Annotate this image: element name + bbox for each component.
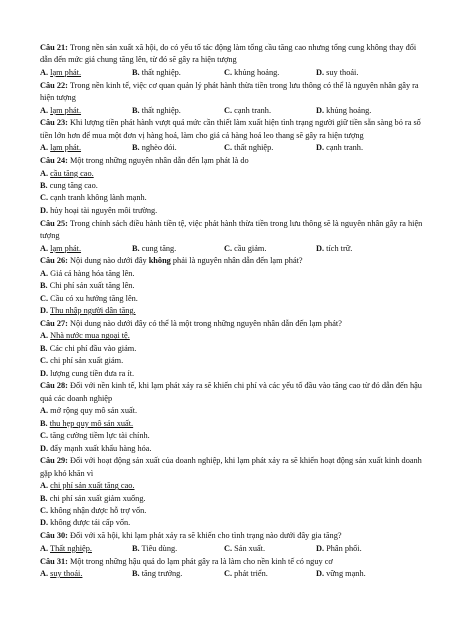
option-text: đẩy mạnh xuất khẩu hàng hóa. — [50, 443, 152, 453]
option-letter: B. — [132, 569, 140, 579]
option-letter: C. — [224, 569, 233, 579]
question-text: Đối với xã hội, khi lạm phát xảy ra sẽ khiến cho tình trạng nào dưới đây gia tăng? — [69, 531, 342, 541]
option-letter: C. — [40, 431, 49, 441]
option-letter: C. — [40, 506, 49, 516]
options-row — [40, 67, 430, 79]
option-letter: B. — [132, 105, 140, 115]
option-letter: B. — [40, 281, 48, 291]
option-text: tích trữ. — [326, 243, 353, 253]
options-row — [40, 268, 430, 318]
question-stem — [40, 380, 430, 405]
options-row — [40, 330, 430, 380]
question-stem — [40, 155, 430, 167]
question-text: Đối với nền kinh tế, khi lạm phát xảy ra sẽ khiến chi phí và các yếu tố đầu vào tăng cao từ đó dẫn đến hậu quả các doanh nghiệp — [40, 381, 422, 403]
option-text: tăng cường tiềm lực tài chính. — [50, 431, 150, 441]
question-stem — [40, 530, 430, 542]
option-text: mở rộng quy mô sản xuất. — [50, 406, 138, 416]
option-letter: A. — [40, 268, 49, 278]
correct-answer-text: cầu tăng cao. — [50, 168, 94, 178]
answer-option — [40, 568, 132, 580]
answer-option — [132, 543, 224, 555]
option-letter: C. — [224, 105, 233, 115]
answer-option — [40, 493, 238, 505]
question-text: Một trong những nguyên nhân dẫn đến lạm phát là do — [69, 156, 249, 166]
answer-option — [40, 368, 238, 380]
option-letter: D. — [40, 205, 49, 215]
options-row — [40, 168, 430, 218]
question-block — [40, 80, 430, 117]
option-text: không nhận được hỗ trợ vốn. — [50, 506, 147, 516]
option-text: Chi phí sản xuất tăng lên. — [49, 281, 135, 291]
question-stem — [40, 42, 430, 67]
correct-answer-text: lạm phát. — [50, 243, 82, 253]
option-letter: C. — [224, 543, 233, 553]
answer-option — [40, 517, 238, 529]
answer-option — [224, 543, 316, 555]
question-number: Câu 25: — [40, 218, 68, 228]
option-letter: C. — [224, 67, 233, 77]
option-letter: A. — [40, 481, 49, 491]
option-letter: D. — [40, 368, 49, 378]
option-text: Tiêu dùng. — [141, 543, 178, 553]
option-letter: A. — [40, 569, 49, 579]
option-text: Các chi phí đầu vào giảm. — [49, 343, 137, 353]
question-block — [40, 155, 430, 217]
option-text: cung tăng. — [141, 243, 177, 253]
answer-option — [40, 142, 132, 154]
option-letter: B. — [40, 493, 48, 503]
option-text: hủy hoại tài nguyên môi trường. — [50, 205, 158, 215]
option-letter: A. — [40, 67, 49, 77]
option-letter: A. — [40, 105, 49, 115]
answer-option — [40, 280, 238, 292]
option-text: phát triển. — [234, 569, 268, 579]
option-letter: A. — [40, 243, 49, 253]
answer-option — [316, 142, 408, 154]
options-row — [40, 243, 430, 255]
correct-answer-text: lạm phát. — [50, 67, 82, 77]
question-stem — [40, 218, 430, 243]
answer-option — [40, 543, 132, 555]
option-text: cung tăng cao. — [49, 180, 98, 190]
option-letter: B. — [132, 143, 140, 153]
question-block — [40, 42, 430, 79]
question-block — [40, 255, 430, 317]
question-text: Trong nền sản xuất xã hội, do có yếu tố tác động làm tổng cầu tăng cao nhưng tổng cung không thay đổi dẫn đến mức giá chung tăng lên, từ đó sẽ gây ra hiện tượng — [40, 43, 417, 65]
answer-option — [40, 168, 238, 180]
correct-answer-text: lạm phát. — [50, 105, 82, 115]
question-block — [40, 556, 430, 581]
question-block — [40, 380, 430, 454]
option-text: thất nghiệp. — [141, 105, 181, 115]
option-letter: B. — [40, 180, 48, 190]
option-text: Sản xuất. — [234, 543, 266, 553]
option-text: lượng cung tiền đưa ra ít. — [50, 368, 135, 378]
option-text: suy thoái. — [326, 67, 359, 77]
option-letter: A. — [40, 543, 49, 553]
option-text: chi phí sản xuất giảm xuống. — [49, 493, 146, 503]
question-text: Trong nền kinh tế, việc cơ quan quản lý phát hành thừa tiền trong lưu thông có thể là nguyên nhân gây ra hiện tượng — [40, 80, 419, 103]
option-text: nghèo đói. — [141, 143, 177, 153]
option-text: khủng hoảng. — [326, 105, 372, 115]
question-block — [40, 218, 430, 255]
answer-option — [224, 105, 316, 117]
answer-option — [224, 67, 316, 79]
option-text: thất nghiệp. — [141, 67, 181, 77]
option-letter: A. — [40, 168, 49, 178]
correct-answer-text: thu hẹp quy mô sản xuất. — [49, 418, 134, 428]
answer-option — [40, 355, 238, 367]
answer-option — [40, 180, 238, 192]
option-letter: A. — [40, 143, 49, 153]
option-letter: B. — [40, 418, 48, 428]
question-stem — [40, 117, 430, 142]
correct-answer-text: Thất nghiệp. — [50, 543, 92, 553]
correct-answer-text: suy thoái. — [50, 569, 83, 579]
answer-option — [40, 480, 238, 492]
question-number: Câu 27: — [40, 318, 68, 328]
answer-option — [132, 67, 224, 79]
answer-option — [132, 142, 224, 154]
question-block — [40, 530, 430, 555]
answer-option — [40, 243, 132, 255]
option-letter: B. — [132, 543, 140, 553]
option-letter: B. — [132, 67, 140, 77]
question-number: Câu 30: — [40, 531, 68, 541]
option-letter: C. — [224, 143, 233, 153]
question-number: Câu 28: — [40, 381, 68, 391]
question-emphasis: không — [148, 256, 171, 266]
option-text: cạnh tranh. — [234, 105, 272, 115]
answer-option — [40, 205, 238, 217]
answer-option — [132, 568, 224, 580]
option-text: Cầu có xu hướng tăng lên. — [50, 293, 138, 303]
options-row — [40, 480, 430, 530]
question-number: Câu 22: — [40, 80, 68, 90]
option-letter: B. — [132, 243, 140, 253]
options-row — [40, 105, 430, 117]
correct-answer-text: chi phí sản xuất tăng cao. — [50, 481, 135, 491]
answer-option — [40, 305, 238, 317]
answer-option — [40, 343, 238, 355]
question-block — [40, 318, 430, 380]
option-letter: B. — [40, 343, 48, 353]
question-text: Nội dung nào dưới đây — [69, 256, 149, 266]
option-letter: C. — [224, 243, 233, 253]
answer-option — [224, 142, 316, 154]
answer-option — [40, 330, 238, 342]
question-stem — [40, 455, 430, 480]
option-letter: D. — [40, 306, 49, 316]
option-text: Giá cả hàng hóa tăng lên. — [50, 268, 135, 278]
answer-option — [224, 243, 316, 255]
option-text: cạnh tranh. — [326, 143, 364, 153]
option-text: khủng hoảng. — [234, 67, 280, 77]
option-letter: D. — [316, 569, 325, 579]
option-letter: D. — [316, 67, 325, 77]
question-number: Câu 29: — [40, 456, 68, 466]
question-number: Câu 31: — [40, 556, 68, 566]
options-row — [40, 543, 430, 555]
option-letter: D. — [40, 443, 49, 453]
correct-answer-text: Nhà nước mua ngoại tệ. — [50, 331, 130, 341]
answer-option — [40, 418, 238, 430]
question-number: Câu 23: — [40, 118, 68, 128]
option-text: chi phí sản xuất giảm. — [50, 356, 124, 366]
answer-option — [40, 443, 238, 455]
question-block — [40, 455, 430, 529]
option-letter: D. — [316, 243, 325, 253]
answer-option — [40, 430, 238, 442]
options-row — [40, 568, 430, 580]
question-text: phải là nguyên nhân dẫn đến lạm phát? — [170, 256, 303, 266]
answer-option — [40, 105, 132, 117]
answer-option — [40, 293, 238, 305]
option-letter: A. — [40, 406, 49, 416]
answer-option — [40, 405, 238, 417]
question-stem — [40, 255, 430, 267]
answer-option — [40, 192, 238, 204]
question-text: Đối với hoạt động sản xuất của doanh nghiệp, khi lạm phát xảy ra sẽ khiến hoạt động sản xuất kinh doanh gặp khó khăn vì — [40, 456, 422, 478]
option-letter: C. — [40, 356, 49, 366]
option-text: vững mạnh. — [326, 569, 366, 579]
option-letter: C. — [40, 193, 49, 203]
option-text: Phân phối. — [326, 543, 362, 553]
correct-answer-text: Thu nhập người dân tăng. — [50, 306, 136, 316]
question-stem — [40, 80, 430, 105]
answer-option — [40, 268, 238, 280]
option-letter: D. — [316, 105, 325, 115]
option-text: cạnh tranh không lành mạnh. — [50, 193, 147, 203]
answer-option — [132, 105, 224, 117]
option-text: cầu giảm. — [234, 243, 267, 253]
answer-option — [40, 67, 132, 79]
answer-option — [316, 543, 408, 555]
answer-option — [316, 105, 408, 117]
question-text: Một trong những hậu quả do lạm phát gây ra là làm cho nền kinh tế có nguy cơ — [69, 556, 333, 566]
correct-answer-text: lạm phát. — [50, 143, 82, 153]
option-text: tăng trưởng. — [141, 569, 183, 579]
option-letter: A. — [40, 331, 49, 341]
answer-option — [40, 505, 238, 517]
option-text: thất nghiệp. — [234, 143, 274, 153]
question-text: Khi lượng tiền phát hành vượt quá mức cần thiết làm xuất hiện tình trạng người giữ tiền sẵn sàng bỏ ra số tiền lớn hơn để mua một đơn vị hàng hoá, làm cho giá cả hàng hoá leo thang sẽ gây ra hiện tượng — [40, 118, 421, 140]
answer-option — [316, 243, 408, 255]
question-number: Câu 21: — [40, 43, 68, 52]
option-letter: C. — [40, 293, 49, 303]
answer-option — [132, 243, 224, 255]
question-block — [40, 117, 430, 154]
answer-option — [316, 67, 408, 79]
question-text: Trong chính sách điều hành tiền tệ, việc phát hành thừa tiền trong lưu thông sẽ là nguyên nhân gây ra hiện tượng — [40, 218, 423, 241]
answer-option — [316, 568, 408, 580]
answer-option — [224, 568, 316, 580]
option-letter: D. — [40, 518, 49, 528]
question-number: Câu 26: — [40, 256, 68, 266]
question-number: Câu 24: — [40, 156, 68, 166]
question-stem — [40, 318, 430, 330]
option-text: không được tái cấp vốn. — [50, 518, 131, 528]
options-row — [40, 142, 430, 154]
option-letter: D. — [316, 143, 325, 153]
options-row — [40, 405, 430, 455]
question-stem — [40, 556, 430, 568]
option-letter: D. — [316, 543, 325, 553]
question-text: Nội dung nào dưới đây có thể là một trong những nguyên nhân dẫn đến lạm phát? — [69, 318, 342, 328]
